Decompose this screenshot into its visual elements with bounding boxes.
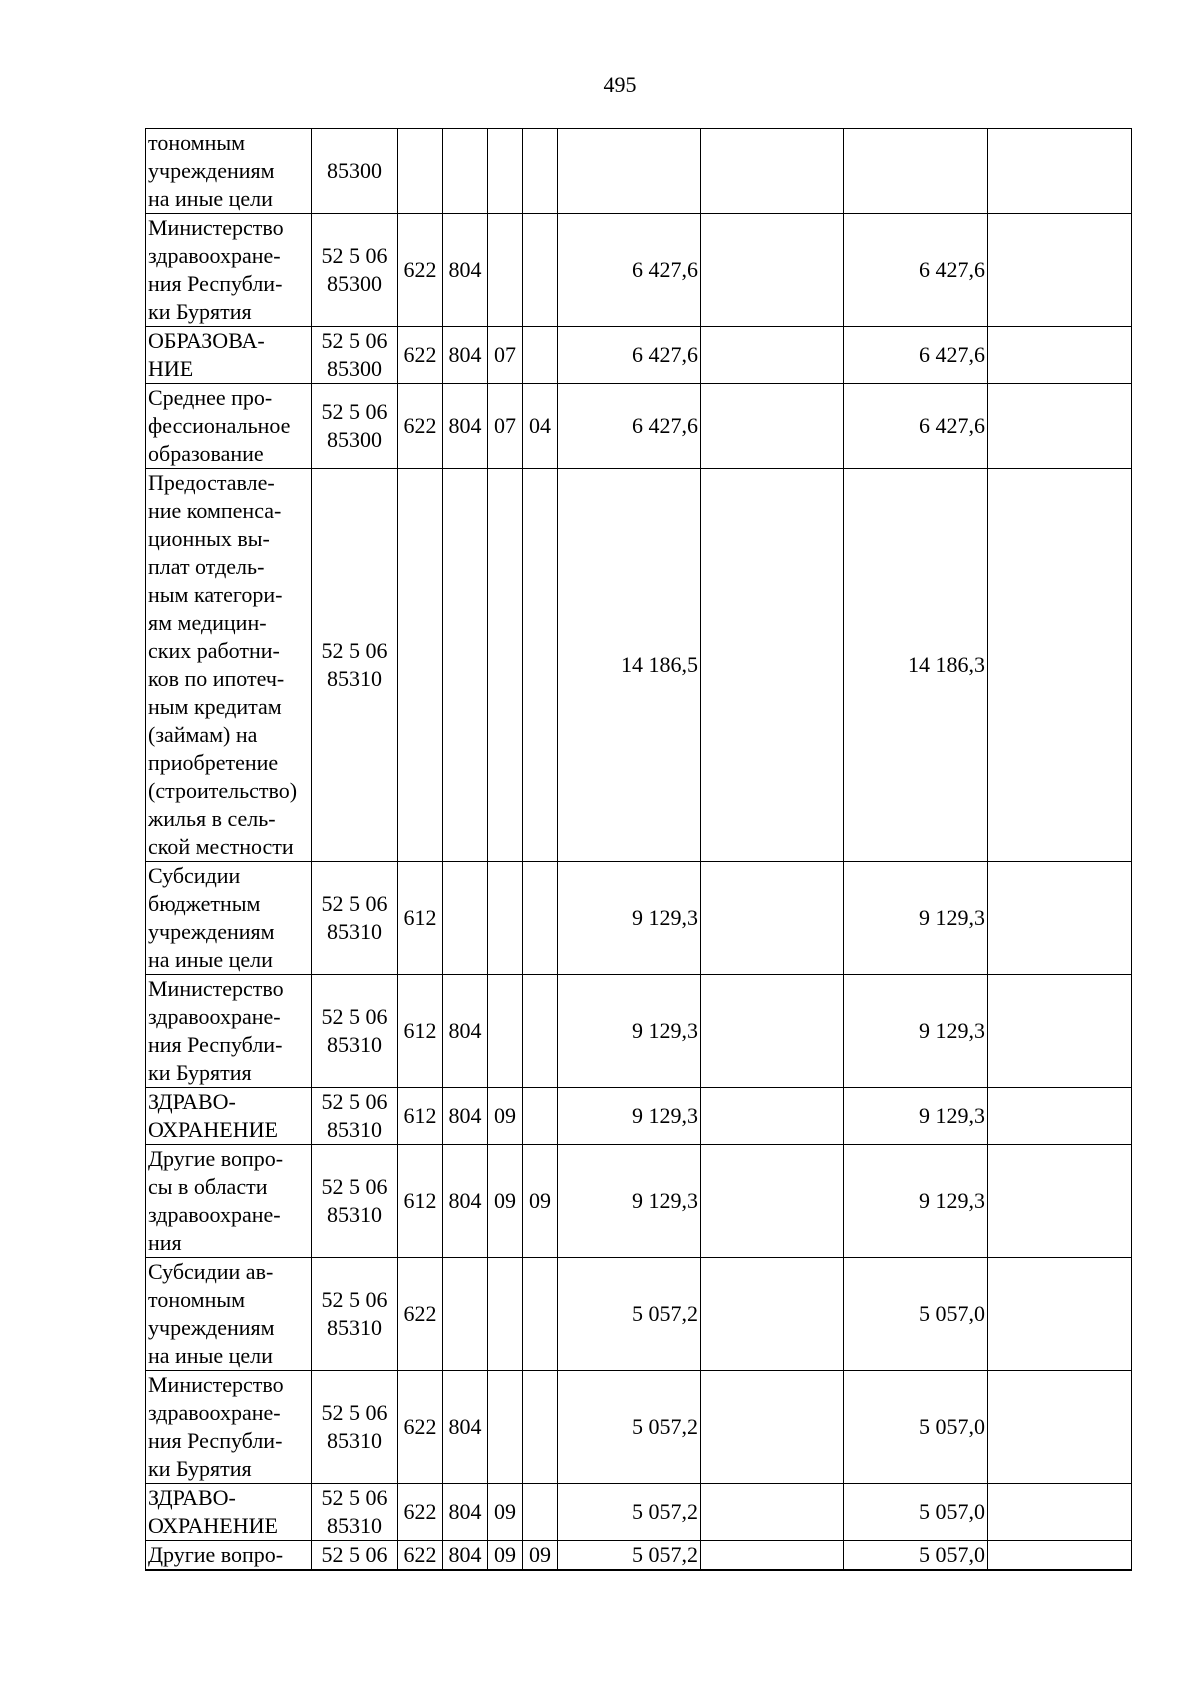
- amount-actual-cell: 6 427,6: [844, 214, 988, 327]
- section-cell: [488, 214, 523, 327]
- amount-actual-cell: 5 057,0: [844, 1258, 988, 1371]
- target-code-line: 85310: [327, 919, 382, 944]
- subsection-cell: [523, 975, 558, 1088]
- item-name-line: Предоставле-: [148, 470, 275, 495]
- expense-type-cell: 622: [398, 327, 443, 384]
- section-cell: 09: [488, 1484, 523, 1541]
- item-name-line: здравоохране-: [148, 1004, 281, 1029]
- item-name-line: ния Республи-: [148, 1428, 283, 1453]
- empty-cell: [701, 862, 844, 975]
- item-name-line: Министерство: [148, 215, 284, 240]
- target-code-line: 52 5 06: [321, 399, 388, 424]
- target-code-cell: [312, 384, 398, 469]
- empty-cell: [988, 327, 1132, 384]
- empty-cell: [988, 384, 1132, 469]
- subsection-cell: [523, 1371, 558, 1484]
- subsection-cell: [523, 214, 558, 327]
- empty-cell: [988, 214, 1132, 327]
- amount-actual-cell: 6 427,6: [844, 384, 988, 469]
- expense-type-cell: 612: [398, 1145, 443, 1258]
- table-row: [146, 129, 1132, 214]
- amount-planned-cell: 5 057,2: [558, 1371, 701, 1484]
- item-name-line: Субсидии ав-: [148, 1259, 274, 1284]
- target-code-cell: [312, 1541, 398, 1571]
- department-code-cell: 804: [443, 214, 488, 327]
- item-name-line: Субсидии: [148, 863, 241, 888]
- target-code-cell: [312, 975, 398, 1088]
- department-code-cell: 804: [443, 1484, 488, 1541]
- target-code-line: 52 5 06: [321, 1542, 388, 1567]
- amount-planned-cell: 5 057,2: [558, 1541, 701, 1571]
- item-name-line: жилья в сель-: [148, 806, 276, 831]
- item-name-line: ям медицин-: [148, 610, 267, 635]
- empty-cell: [701, 384, 844, 469]
- target-code-line: 85310: [327, 1032, 382, 1057]
- item-name-line: на иные цели: [148, 947, 273, 972]
- item-name-line: ния Республи-: [148, 1032, 283, 1057]
- target-code-line: 85300: [327, 427, 382, 452]
- subsection-cell: 09: [523, 1541, 558, 1571]
- amount-planned-cell: 9 129,3: [558, 862, 701, 975]
- target-code-line: 85310: [327, 1117, 382, 1142]
- empty-cell: [988, 1484, 1132, 1541]
- empty-cell: [701, 975, 844, 1088]
- page-number: 495: [603, 72, 637, 97]
- table-row: [146, 1541, 1132, 1571]
- item-name-line: сы в области: [148, 1174, 268, 1199]
- empty-cell: [988, 129, 1132, 214]
- empty-cell: [988, 1541, 1132, 1571]
- empty-cell: [701, 1145, 844, 1258]
- item-name-line: ным кредитам: [148, 694, 282, 719]
- item-name-line: на иные цели: [148, 186, 273, 211]
- subsection-cell: 09: [523, 1145, 558, 1258]
- amount-planned-cell: 6 427,6: [558, 384, 701, 469]
- amount-planned-cell: 9 129,3: [558, 1088, 701, 1145]
- amount-planned-cell: 9 129,3: [558, 1145, 701, 1258]
- section-cell: 09: [488, 1088, 523, 1145]
- item-name-cell: [146, 1484, 312, 1541]
- expense-type-cell: [398, 469, 443, 862]
- item-name-line: ки Бурятия: [148, 1060, 252, 1085]
- item-name-line: ОХРАНЕНИЕ: [148, 1513, 278, 1538]
- empty-cell: [701, 1371, 844, 1484]
- target-code-line: 52 5 06: [321, 328, 388, 353]
- budget-table: [145, 128, 1132, 1571]
- item-name-line: ОБРАЗОВА-: [148, 328, 265, 353]
- table-row: [146, 214, 1132, 327]
- item-name-line: ки Бурятия: [148, 299, 252, 324]
- empty-cell: [701, 469, 844, 862]
- item-name-cell: [146, 1145, 312, 1258]
- item-name-cell: [146, 129, 312, 214]
- department-code-cell: [443, 129, 488, 214]
- table-row: [146, 862, 1132, 975]
- item-name-line: Министерство: [148, 976, 284, 1001]
- empty-cell: [988, 469, 1132, 862]
- table-row: [146, 1258, 1132, 1371]
- target-code-line: 85310: [327, 666, 382, 691]
- target-code-cell: [312, 862, 398, 975]
- item-name-line: здравоохране-: [148, 1400, 281, 1425]
- section-cell: [488, 975, 523, 1088]
- target-code-line: 52 5 06: [321, 243, 388, 268]
- target-code-cell: [312, 1484, 398, 1541]
- item-name-line: (займам) на: [148, 722, 258, 747]
- department-code-cell: [443, 862, 488, 975]
- amount-planned-cell: 9 129,3: [558, 975, 701, 1088]
- expense-type-cell: 622: [398, 1541, 443, 1571]
- target-code-cell: [312, 129, 398, 214]
- target-code-line: 85310: [327, 1202, 382, 1227]
- item-name-line: Другие вопро-: [148, 1542, 284, 1567]
- item-name-line: ЗДРАВО-: [148, 1089, 236, 1114]
- item-name-cell: [146, 862, 312, 975]
- empty-cell: [701, 1088, 844, 1145]
- target-code-line: 85300: [327, 356, 382, 381]
- table-row: [146, 975, 1132, 1088]
- amount-actual-cell: 9 129,3: [844, 862, 988, 975]
- item-name-line: НИЕ: [148, 356, 194, 381]
- item-name-line: приобретение: [148, 750, 279, 775]
- section-cell: [488, 129, 523, 214]
- subsection-cell: [523, 1484, 558, 1541]
- section-cell: [488, 1258, 523, 1371]
- expense-type-cell: 622: [398, 214, 443, 327]
- item-name-line: ских работни-: [148, 638, 280, 663]
- department-code-cell: 804: [443, 1541, 488, 1571]
- department-code-cell: [443, 1258, 488, 1371]
- department-code-cell: [443, 469, 488, 862]
- amount-planned-cell: 5 057,2: [558, 1484, 701, 1541]
- item-name-cell: [146, 975, 312, 1088]
- target-code-cell: [312, 1088, 398, 1145]
- target-code-line: 85300: [327, 271, 382, 296]
- target-code-line: 85300: [327, 158, 382, 183]
- section-cell: [488, 862, 523, 975]
- item-name-line: ОХРАНЕНИЕ: [148, 1117, 278, 1142]
- table-row: [146, 1145, 1132, 1258]
- target-code-line: 52 5 06: [321, 1089, 388, 1114]
- target-code-cell: [312, 469, 398, 862]
- item-name-line: ков по ипотеч-: [148, 666, 285, 691]
- item-name-line: (строительство): [148, 778, 298, 803]
- item-name-cell: [146, 214, 312, 327]
- item-name-line: на иные цели: [148, 1343, 273, 1368]
- amount-planned-cell: [558, 129, 701, 214]
- target-code-line: 52 5 06: [321, 1287, 388, 1312]
- expense-type-cell: 622: [398, 1371, 443, 1484]
- amount-planned-cell: 6 427,6: [558, 214, 701, 327]
- empty-cell: [988, 1145, 1132, 1258]
- table-row: [146, 1088, 1132, 1145]
- amount-actual-cell: [844, 129, 988, 214]
- item-name-line: ской местности: [148, 834, 294, 859]
- empty-cell: [701, 214, 844, 327]
- section-cell: 07: [488, 327, 523, 384]
- empty-cell: [701, 1541, 844, 1571]
- item-name-cell: [146, 1088, 312, 1145]
- target-code-cell: [312, 327, 398, 384]
- section-cell: 09: [488, 1541, 523, 1571]
- amount-actual-cell: 5 057,0: [844, 1541, 988, 1571]
- department-code-cell: 804: [443, 1371, 488, 1484]
- expense-type-cell: 612: [398, 862, 443, 975]
- target-code-line: 85310: [327, 1428, 382, 1453]
- item-name-line: Министерство: [148, 1372, 284, 1397]
- subsection-cell: [523, 1258, 558, 1371]
- department-code-cell: 804: [443, 1145, 488, 1258]
- item-name-cell: [146, 327, 312, 384]
- target-code-cell: [312, 214, 398, 327]
- item-name-line: тономным: [148, 130, 246, 155]
- item-name-cell: [146, 1371, 312, 1484]
- item-name-line: бюджетным: [148, 891, 261, 916]
- amount-actual-cell: 9 129,3: [844, 1088, 988, 1145]
- target-code-line: 85310: [327, 1315, 382, 1340]
- item-name-line: ЗДРАВО-: [148, 1485, 236, 1510]
- empty-cell: [701, 129, 844, 214]
- empty-cell: [701, 1484, 844, 1541]
- expense-type-cell: 622: [398, 1258, 443, 1371]
- target-code-line: 52 5 06: [321, 1004, 388, 1029]
- amount-actual-cell: 5 057,0: [844, 1484, 988, 1541]
- subsection-cell: 04: [523, 384, 558, 469]
- item-name-cell: [146, 384, 312, 469]
- table-row: [146, 384, 1132, 469]
- item-name-line: Среднее про-: [148, 385, 273, 410]
- table-row: [146, 1484, 1132, 1541]
- target-code-line: 52 5 06: [321, 1400, 388, 1425]
- item-name-line: здравоохране-: [148, 243, 281, 268]
- expense-type-cell: 622: [398, 1484, 443, 1541]
- target-code-cell: [312, 1371, 398, 1484]
- expense-type-cell: 612: [398, 975, 443, 1088]
- department-code-cell: 804: [443, 384, 488, 469]
- empty-cell: [701, 327, 844, 384]
- item-name-line: учреждениям: [148, 919, 275, 944]
- item-name-line: ным категори-: [148, 582, 283, 607]
- section-cell: [488, 469, 523, 862]
- item-name-line: учреждениям: [148, 1315, 275, 1340]
- expense-type-cell: [398, 129, 443, 214]
- empty-cell: [988, 1258, 1132, 1371]
- target-code-line: 52 5 06: [321, 1485, 388, 1510]
- target-code-line: 52 5 06: [321, 891, 388, 916]
- table-row: [146, 327, 1132, 384]
- item-name-line: Другие вопро-: [148, 1146, 284, 1171]
- target-code-line: 85310: [327, 1513, 382, 1538]
- item-name-line: учреждениям: [148, 158, 275, 183]
- amount-actual-cell: 14 186,3: [844, 469, 988, 862]
- amount-planned-cell: 6 427,6: [558, 327, 701, 384]
- item-name-line: фессиональное: [148, 413, 291, 438]
- item-name-line: ния: [148, 1230, 182, 1255]
- empty-cell: [701, 1258, 844, 1371]
- section-cell: [488, 1371, 523, 1484]
- subsection-cell: [523, 1088, 558, 1145]
- section-cell: 07: [488, 384, 523, 469]
- item-name-line: ния Республи-: [148, 271, 283, 296]
- amount-planned-cell: 5 057,2: [558, 1258, 701, 1371]
- item-name-line: плат отдель-: [148, 554, 265, 579]
- item-name-line: ние компенса-: [148, 498, 282, 523]
- item-name-line: здравоохране-: [148, 1202, 281, 1227]
- item-name-cell: [146, 1541, 312, 1571]
- subsection-cell: [523, 469, 558, 862]
- department-code-cell: 804: [443, 327, 488, 384]
- amount-actual-cell: 9 129,3: [844, 1145, 988, 1258]
- item-name-line: образование: [148, 441, 264, 466]
- subsection-cell: [523, 129, 558, 214]
- target-code-line: 52 5 06: [321, 638, 388, 663]
- target-code-cell: [312, 1258, 398, 1371]
- item-name-line: ционных вы-: [148, 526, 270, 551]
- table-row: [146, 469, 1132, 862]
- department-code-cell: 804: [443, 975, 488, 1088]
- item-name-line: ки Бурятия: [148, 1456, 252, 1481]
- expense-type-cell: 612: [398, 1088, 443, 1145]
- amount-actual-cell: 5 057,0: [844, 1371, 988, 1484]
- amount-planned-cell: 14 186,5: [558, 469, 701, 862]
- expense-type-cell: 622: [398, 384, 443, 469]
- item-name-cell: [146, 469, 312, 862]
- item-name-line: тономным: [148, 1287, 246, 1312]
- subsection-cell: [523, 862, 558, 975]
- amount-actual-cell: 6 427,6: [844, 327, 988, 384]
- target-code-cell: [312, 1145, 398, 1258]
- item-name-cell: [146, 1258, 312, 1371]
- subsection-cell: [523, 327, 558, 384]
- empty-cell: [988, 975, 1132, 1088]
- section-cell: 09: [488, 1145, 523, 1258]
- table-body: [146, 129, 1132, 1571]
- empty-cell: [988, 862, 1132, 975]
- empty-cell: [988, 1371, 1132, 1484]
- target-code-line: 52 5 06: [321, 1174, 388, 1199]
- amount-actual-cell: 9 129,3: [844, 975, 988, 1088]
- empty-cell: [988, 1088, 1132, 1145]
- department-code-cell: 804: [443, 1088, 488, 1145]
- table-row: [146, 1371, 1132, 1484]
